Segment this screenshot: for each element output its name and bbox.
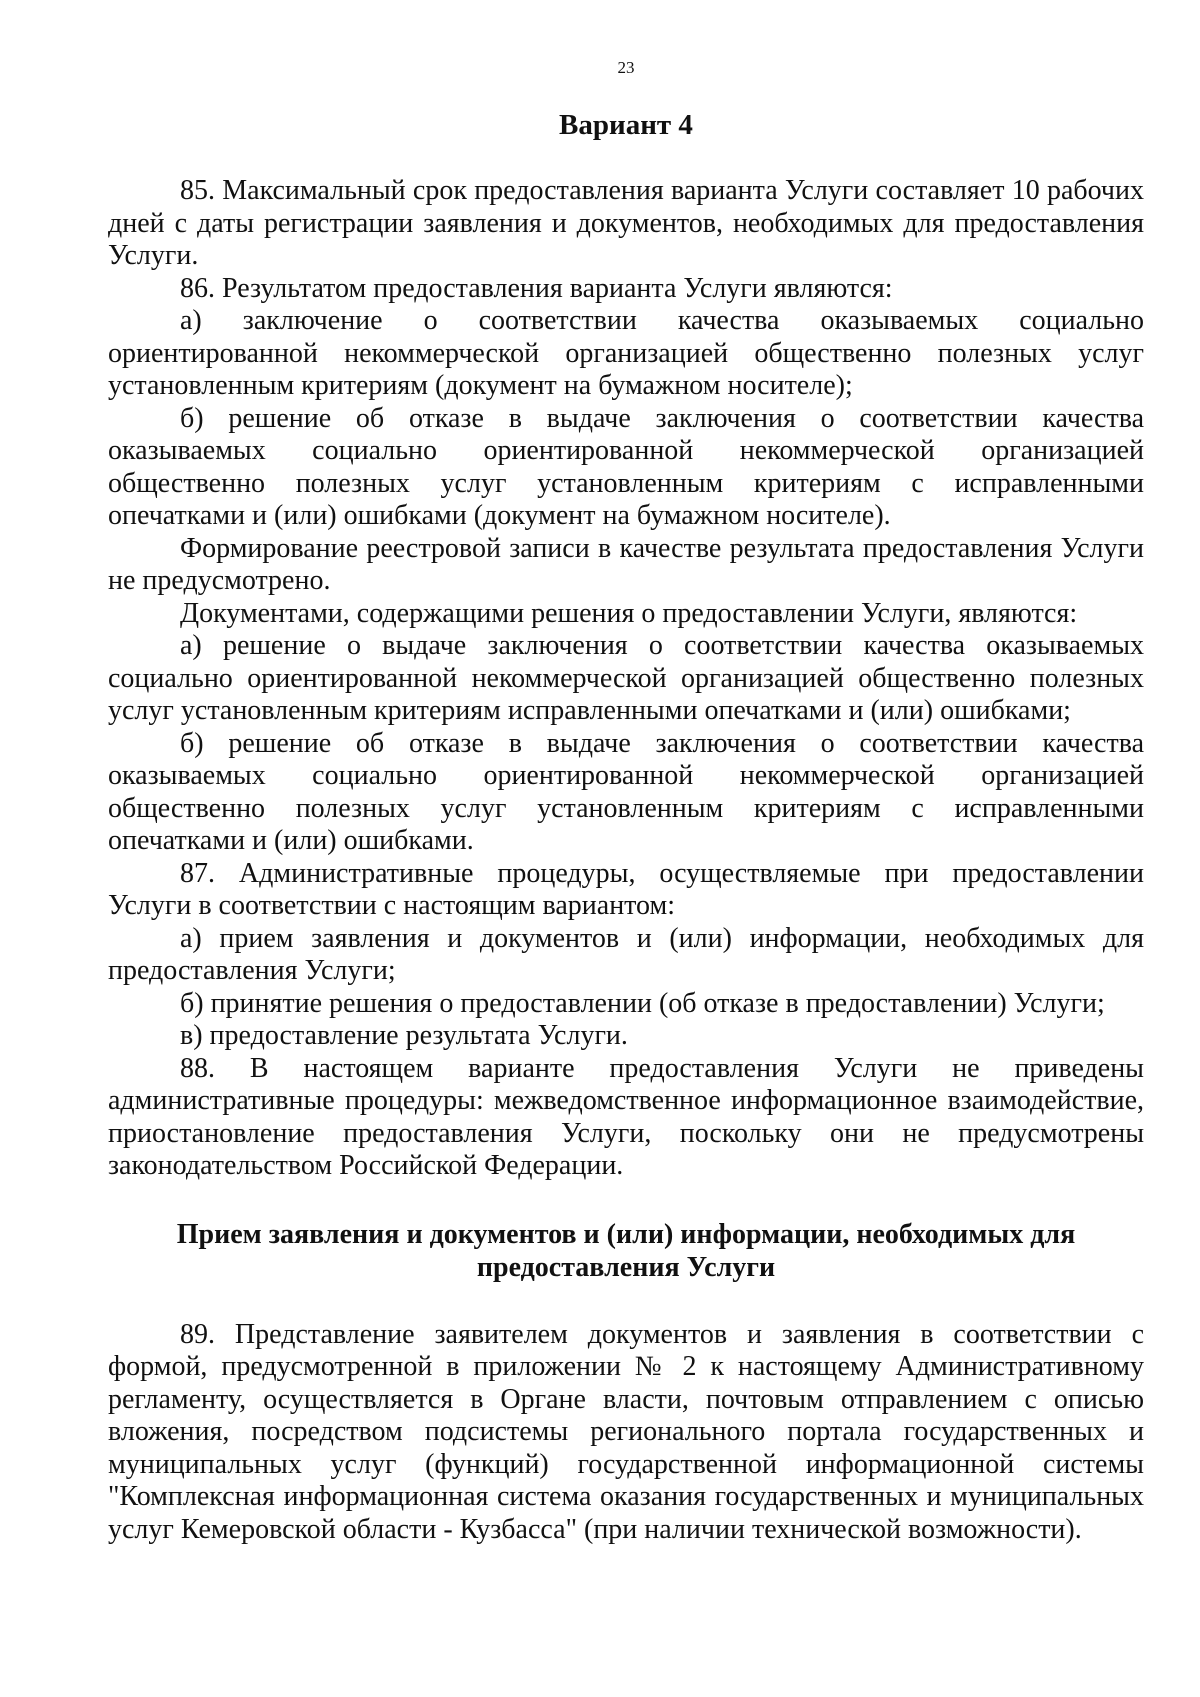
paragraph-89: 89. Представление заявителем документов и заявления в соответствии с формой, предусмотренной в приложении № 2 к настоящему Административному регламенту, осуществляется в Органе власти, почтовым отправлением с описью вложения, посредством подсистемы регионального портала государственных и муниципальных услуг (функций) государственной информационной системы "Комплексная информационная система оказания государственных и муниципальных услуг Кемеровской области - Кузбасса" (при наличии технической возможности). <box>108 1318 1144 1545</box>
paragraph-decision-documents: Документами, содержащими решения о предоставлении Услуги, являются: <box>180 597 1078 629</box>
paragraph-86: 86. Результатом предоставления варианта Услуги являются: <box>180 272 893 304</box>
paragraph-86-item-a: а) заключение о соответствии качества оказываемых социально ориентированной некоммерческой организацией общественно полезных услуг установленным критериям (документ на бумажном носителе); <box>108 305 1144 401</box>
paragraph-86-item-b: б) решение об отказе в выдаче заключения о соответствии качества оказываемых социально ориентированной некоммерческой организацией общественно полезных услуг установленным критериям с исправленными опечатками и (или) ошибками (документ на бумажном носителе). <box>108 402 1144 531</box>
paragraph-registry-note: Формирование реестровой записи в качестве результата предоставления Услуги не предусмотрено. <box>108 532 1144 596</box>
document-page <box>108 58 1144 1546</box>
paragraph-88: 88. В настоящем варианте предоставления Услуги не приведены административные процедуры: межведомственное информационное взаимодействие, приостановление предоставления Услуги, поскольку они не предусмотрены законодательством Российской Федерации. <box>108 1052 1144 1181</box>
paragraph-87: 87. Административные процедуры, осуществляемые при предоставлении Услуги в соответствии с настоящим вариантом: <box>108 857 1144 921</box>
page-number: 23 <box>617 58 635 77</box>
paragraph-87-item-c: в) предоставление результата Услуги. <box>180 1020 628 1051</box>
paragraph-87-item-a: а) прием заявления и документов и (или) информации, необходимых для предоставления Услуги; <box>108 922 1144 986</box>
paragraph-decision-item-a: а) решение о выдаче заключения о соответствии качества оказываемых социально ориентированной некоммерческой организацией общественно полезных услуг установленным критериям исправленными опечатками и (или) ошибками; <box>108 630 1144 726</box>
section-heading: Прием заявления и документов и (или) информации, необходимых для предоставления Услуги <box>176 1218 1076 1283</box>
paragraph-decision-item-b: б) решение об отказе в выдаче заключения о соответствии качества оказываемых социально ориентированной некоммерческой организацией общественно полезных услуг установленным критериям с исправленными опечатками и (или) ошибками. <box>108 727 1144 856</box>
variant-heading: Вариант 4 <box>559 109 693 141</box>
paragraph-87-item-b: б) принятие решения о предоставлении (об отказе в предоставлении) Услуги; <box>180 987 1105 1019</box>
paragraph-85: 85. Максимальный срок предоставления варианта Услуги составляет 10 рабочих дней с даты регистрации заявления и документов, необходимых для предоставления Услуги. <box>108 175 1144 271</box>
